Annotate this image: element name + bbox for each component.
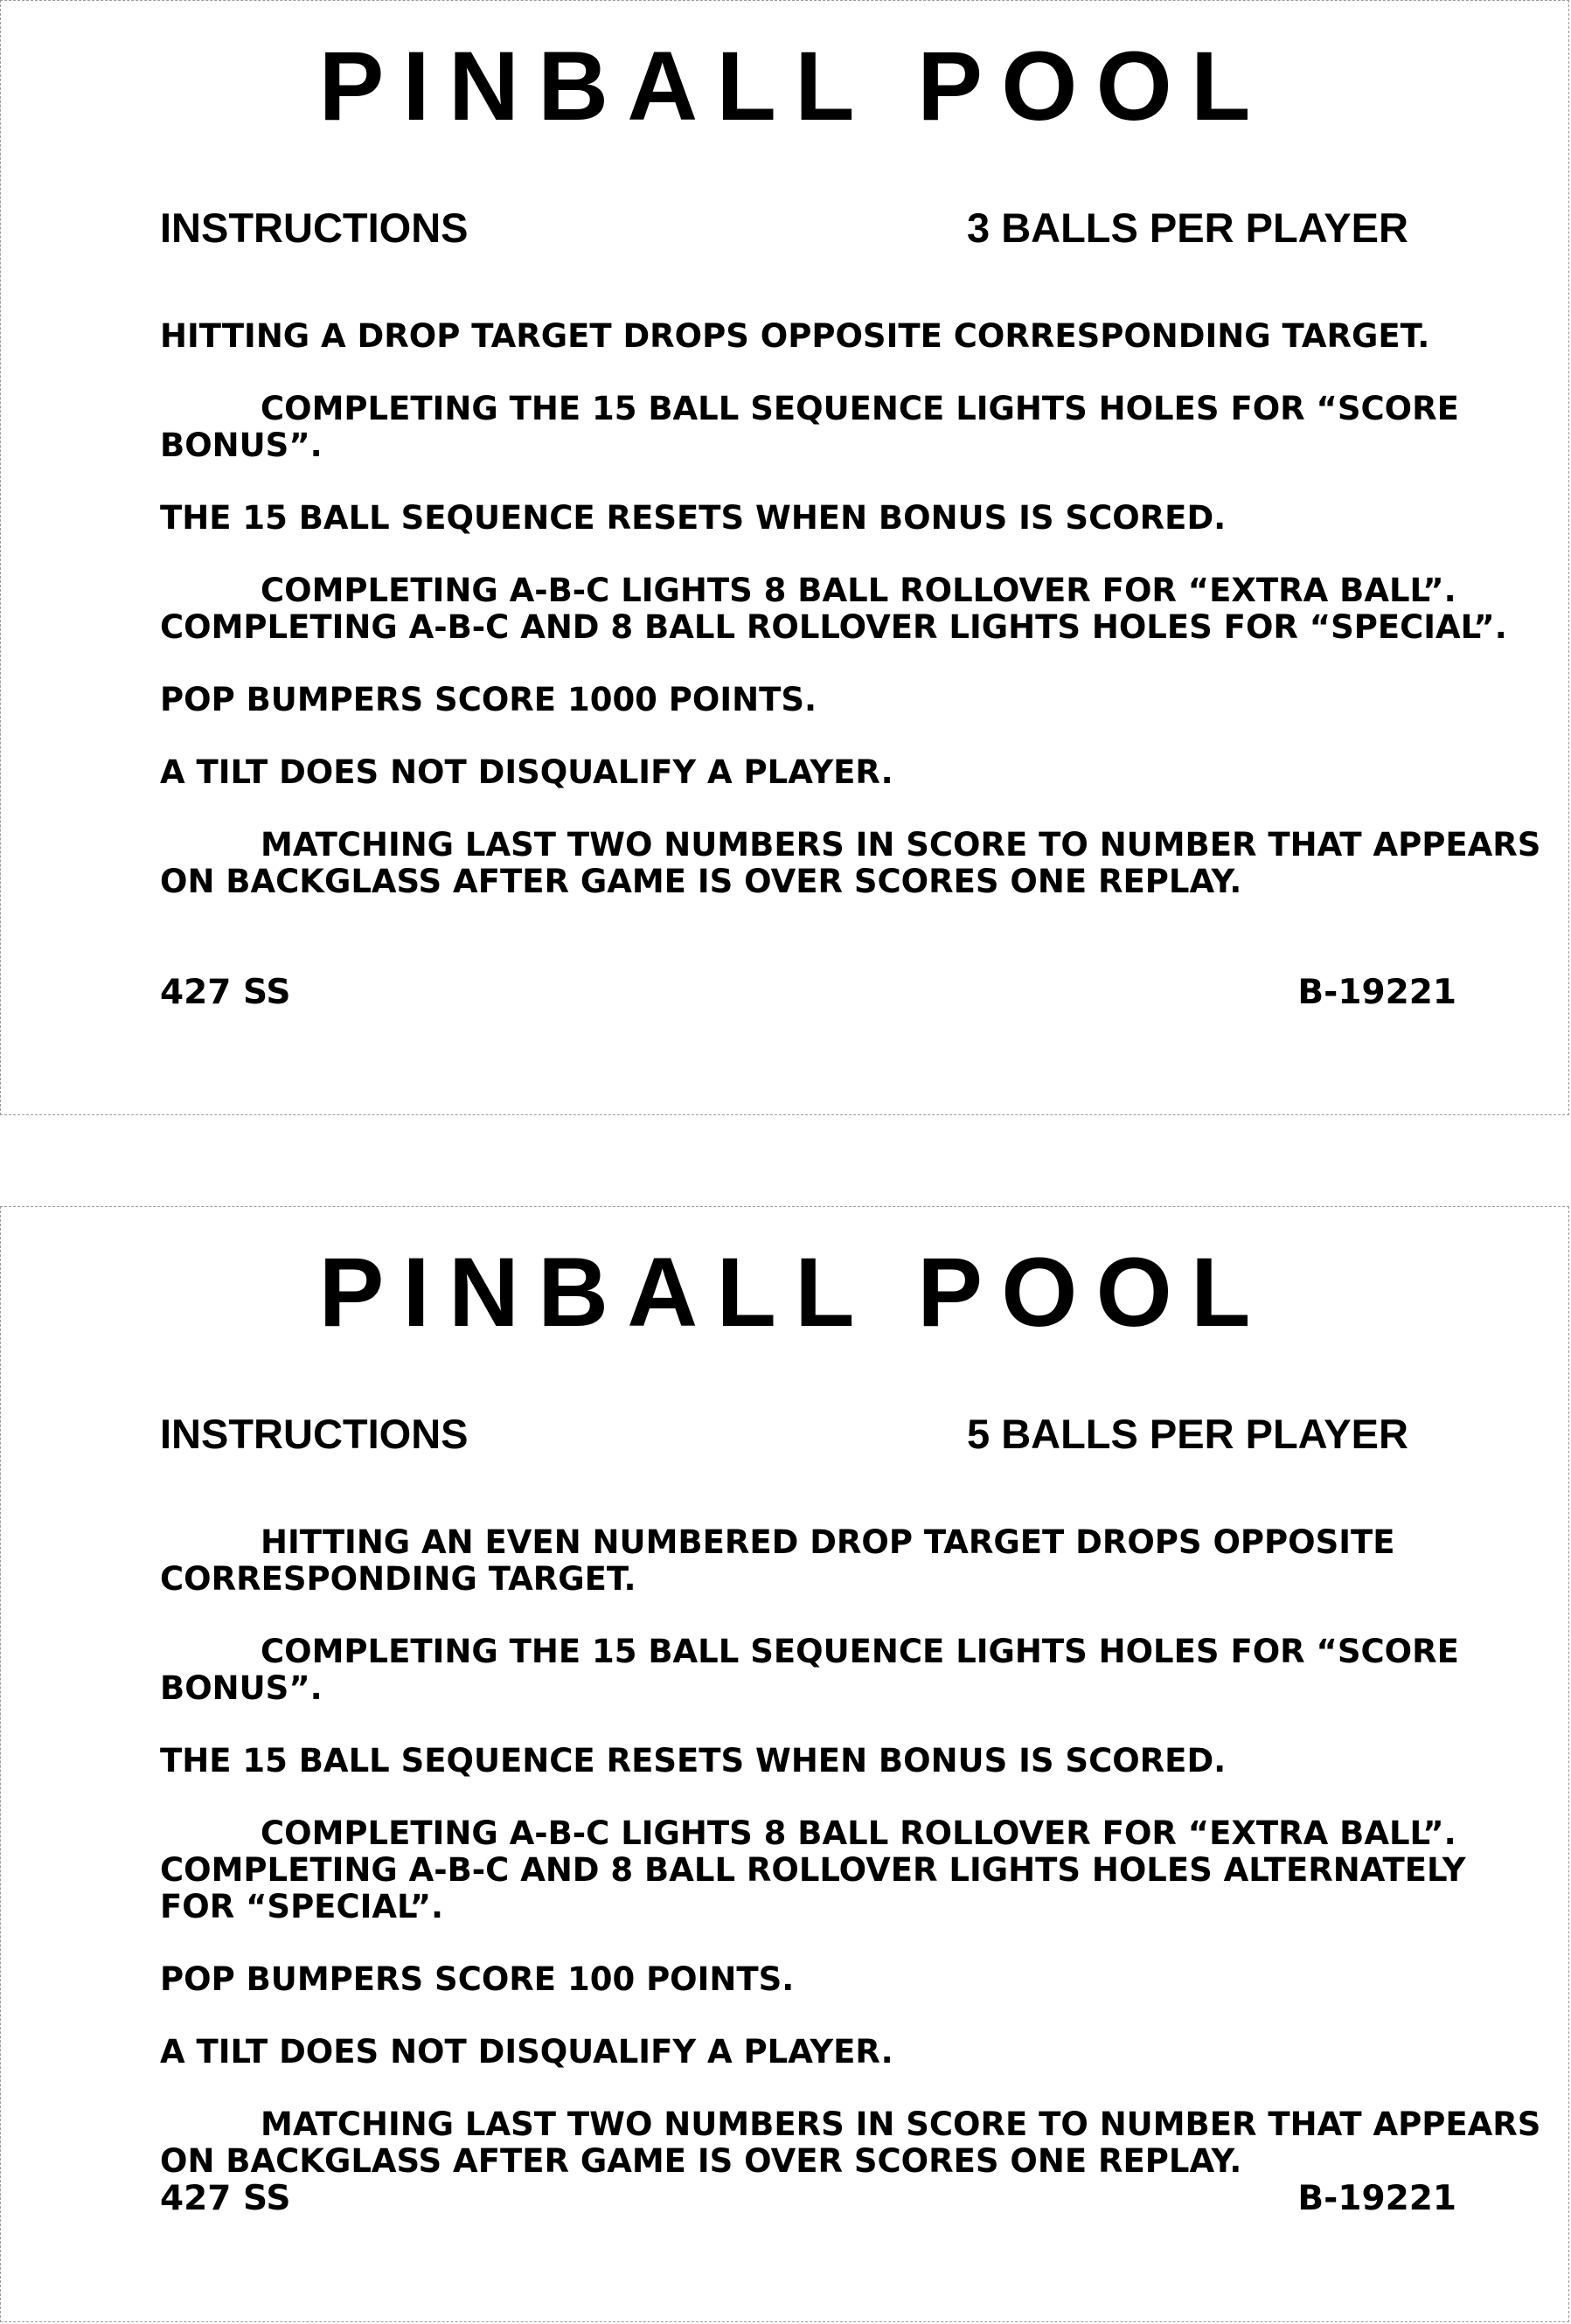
- instruction-paragraph: A TILT DOES NOT DISQUALIFY A PLAYER.: [160, 753, 893, 791]
- instructions-heading: INSTRUCTIONS: [160, 205, 469, 251]
- card-code-left: 427 SS: [160, 973, 291, 1012]
- instruction-paragraph: THE 15 BALL SEQUENCE RESETS WHEN BONUS IS SCORED.: [160, 1742, 1227, 1779]
- instruction-paragraph: POP BUMPERS SCORE 1000 POINTS.: [160, 681, 817, 718]
- instruction-card-5-balls: [0, 1206, 1569, 2322]
- card-code-right: B-19221: [1297, 2179, 1456, 2218]
- instruction-paragraph: COMPLETING A-B-C LIGHTS 8 BALL ROLLOVER FOR “EXTRA BALL”. COMPLETING A-B-C AND 8 BALL ROLLOVER LIGHTS HOLES ALTERNATELY FOR “SPECIAL”.: [160, 1814, 1466, 1925]
- card-title: PINBALL POOL: [318, 1238, 1269, 1347]
- instruction-paragraph: THE 15 BALL SEQUENCE RESETS WHEN BONUS IS SCORED.: [160, 499, 1227, 537]
- instruction-paragraph: COMPLETING THE 15 BALL SEQUENCE LIGHTS HOLES FOR “SCORE BONUS”.: [160, 1633, 1459, 1707]
- balls-per-player-heading: 3 BALLS PER PLAYER: [967, 205, 1408, 251]
- instructions-body: [160, 318, 1550, 936]
- card-title: PINBALL POOL: [318, 31, 1269, 141]
- card-code-left: 427 SS: [160, 2179, 291, 2218]
- instruction-paragraph: HITTING AN EVEN NUMBERED DROP TARGET DROPS OPPOSITE CORRESPONDING TARGET.: [160, 1523, 1395, 1598]
- balls-per-player-heading: 5 BALLS PER PLAYER: [967, 1411, 1408, 1457]
- card-code-right: B-19221: [1297, 973, 1456, 1012]
- instruction-paragraph: COMPLETING THE 15 BALL SEQUENCE LIGHTS HOLES FOR “SCORE BONUS”.: [160, 390, 1459, 464]
- instruction-paragraph: MATCHING LAST TWO NUMBERS IN SCORE TO NUMBER THAT APPEARS ON BACKGLASS AFTER GAME IS OVER SCORES ONE REPLAY.: [160, 826, 1541, 900]
- instruction-card-3-balls: [0, 0, 1569, 1115]
- instruction-paragraph: MATCHING LAST TWO NUMBERS IN SCORE TO NUMBER THAT APPEARS ON BACKGLASS AFTER GAME IS OVER SCORES ONE REPLAY.: [160, 2105, 1541, 2180]
- instruction-paragraph: HITTING A DROP TARGET DROPS OPPOSITE CORRESPONDING TARGET.: [160, 317, 1430, 355]
- instruction-paragraph: POP BUMPERS SCORE 100 POINTS.: [160, 1960, 795, 1998]
- instruction-paragraph: COMPLETING A-B-C LIGHTS 8 BALL ROLLOVER FOR “EXTRA BALL”. COMPLETING A-B-C AND 8 BALL ROLLOVER LIGHTS HOLES FOR “SPECIAL”.: [160, 572, 1507, 646]
- instructions-body: [160, 1524, 1550, 2216]
- instructions-heading: INSTRUCTIONS: [160, 1411, 469, 1457]
- instruction-paragraph: A TILT DOES NOT DISQUALIFY A PLAYER.: [160, 2033, 893, 2071]
